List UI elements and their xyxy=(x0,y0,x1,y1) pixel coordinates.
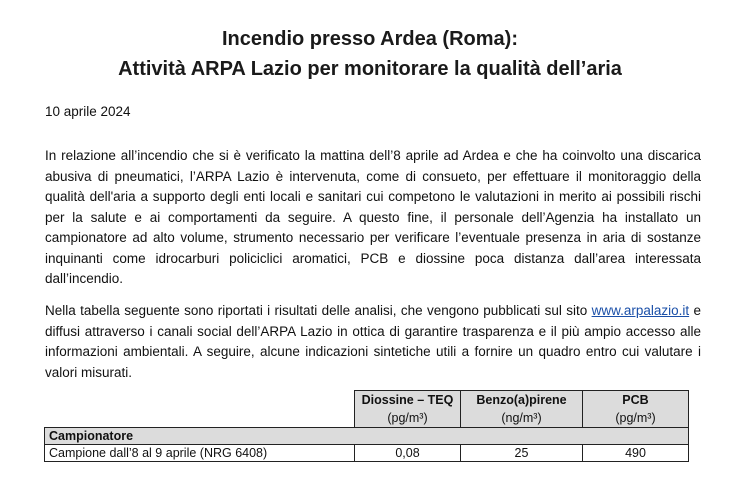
paragraph-results-text-after: e diffusi attraverso i canali social dell’ARPA Lazio in ottica di garantire trasparenza e il più ampio accesso alle informazioni ambientali. A seguire, alcune indicazioni sintetiche utili a fornire un quadro entro cui valutare i valori misurati. xyxy=(45,303,701,380)
title-line-2: Attività ARPA Lazio per monitorare la qualità dell’aria xyxy=(118,58,622,80)
table-header-empty xyxy=(45,391,355,428)
table-header-row xyxy=(45,391,689,428)
table-header-dioxins xyxy=(355,391,461,428)
table-row xyxy=(45,445,689,462)
section-label: Campionatore xyxy=(45,428,689,445)
arpalazio-link[interactable]: www.arpalazio.it xyxy=(591,303,690,318)
dioxins-value: 0,08 xyxy=(355,445,461,462)
paragraph-results xyxy=(45,301,701,383)
column-name: Benzo(a)pirene xyxy=(476,393,567,407)
paragraph-intro: In relazione all’incendio che si è verificato la mattina dell’8 aprile ad Ardea e che ha coinvolto una discarica abusiva di pneumatici, l’ARPA Lazio è intervenuta, come di consueto, per effettuare il monitoraggio della qualità dell'aria a supporto degli enti locali e sanitari cui competono le valutazioni in merito ai possibili rischi per la salute e ai comportamenti da seguire. A questo fine, il personale dell’Agenzia ha installato un campionatore ad alto volume, strumento necessario per verificare l’eventuale presenza in aria di sostanze inquinanti come idrocarburi policiclici aromatici, PCB e diossine poca distanza dall’area interessata dall’incendio. xyxy=(45,148,701,286)
pcb-value: 490 xyxy=(583,445,689,462)
table-header-benzopyrene xyxy=(461,391,583,428)
column-unit: (pg/m³) xyxy=(387,411,428,425)
column-name: PCB xyxy=(622,393,649,407)
column-unit: (ng/m³) xyxy=(501,411,542,425)
column-name: Diossine – TEQ xyxy=(361,393,454,407)
results-table xyxy=(44,390,689,462)
sample-label: Campione dall’8 al 9 aprile (NRG 6408) xyxy=(45,445,355,462)
benzopyrene-value: 25 xyxy=(461,445,583,462)
paragraph-results-text-before: Nella tabella seguente sono riportati i risultati delle analisi, che vengono pubblicati sul sito xyxy=(45,303,592,318)
title-line-1: Incendio presso Ardea (Roma): xyxy=(222,28,518,50)
column-unit: (pg/m³) xyxy=(615,411,656,425)
publication-date: 10 aprile 2024 xyxy=(45,104,131,119)
table-section-row xyxy=(45,428,689,445)
table-header-pcb xyxy=(583,391,689,428)
